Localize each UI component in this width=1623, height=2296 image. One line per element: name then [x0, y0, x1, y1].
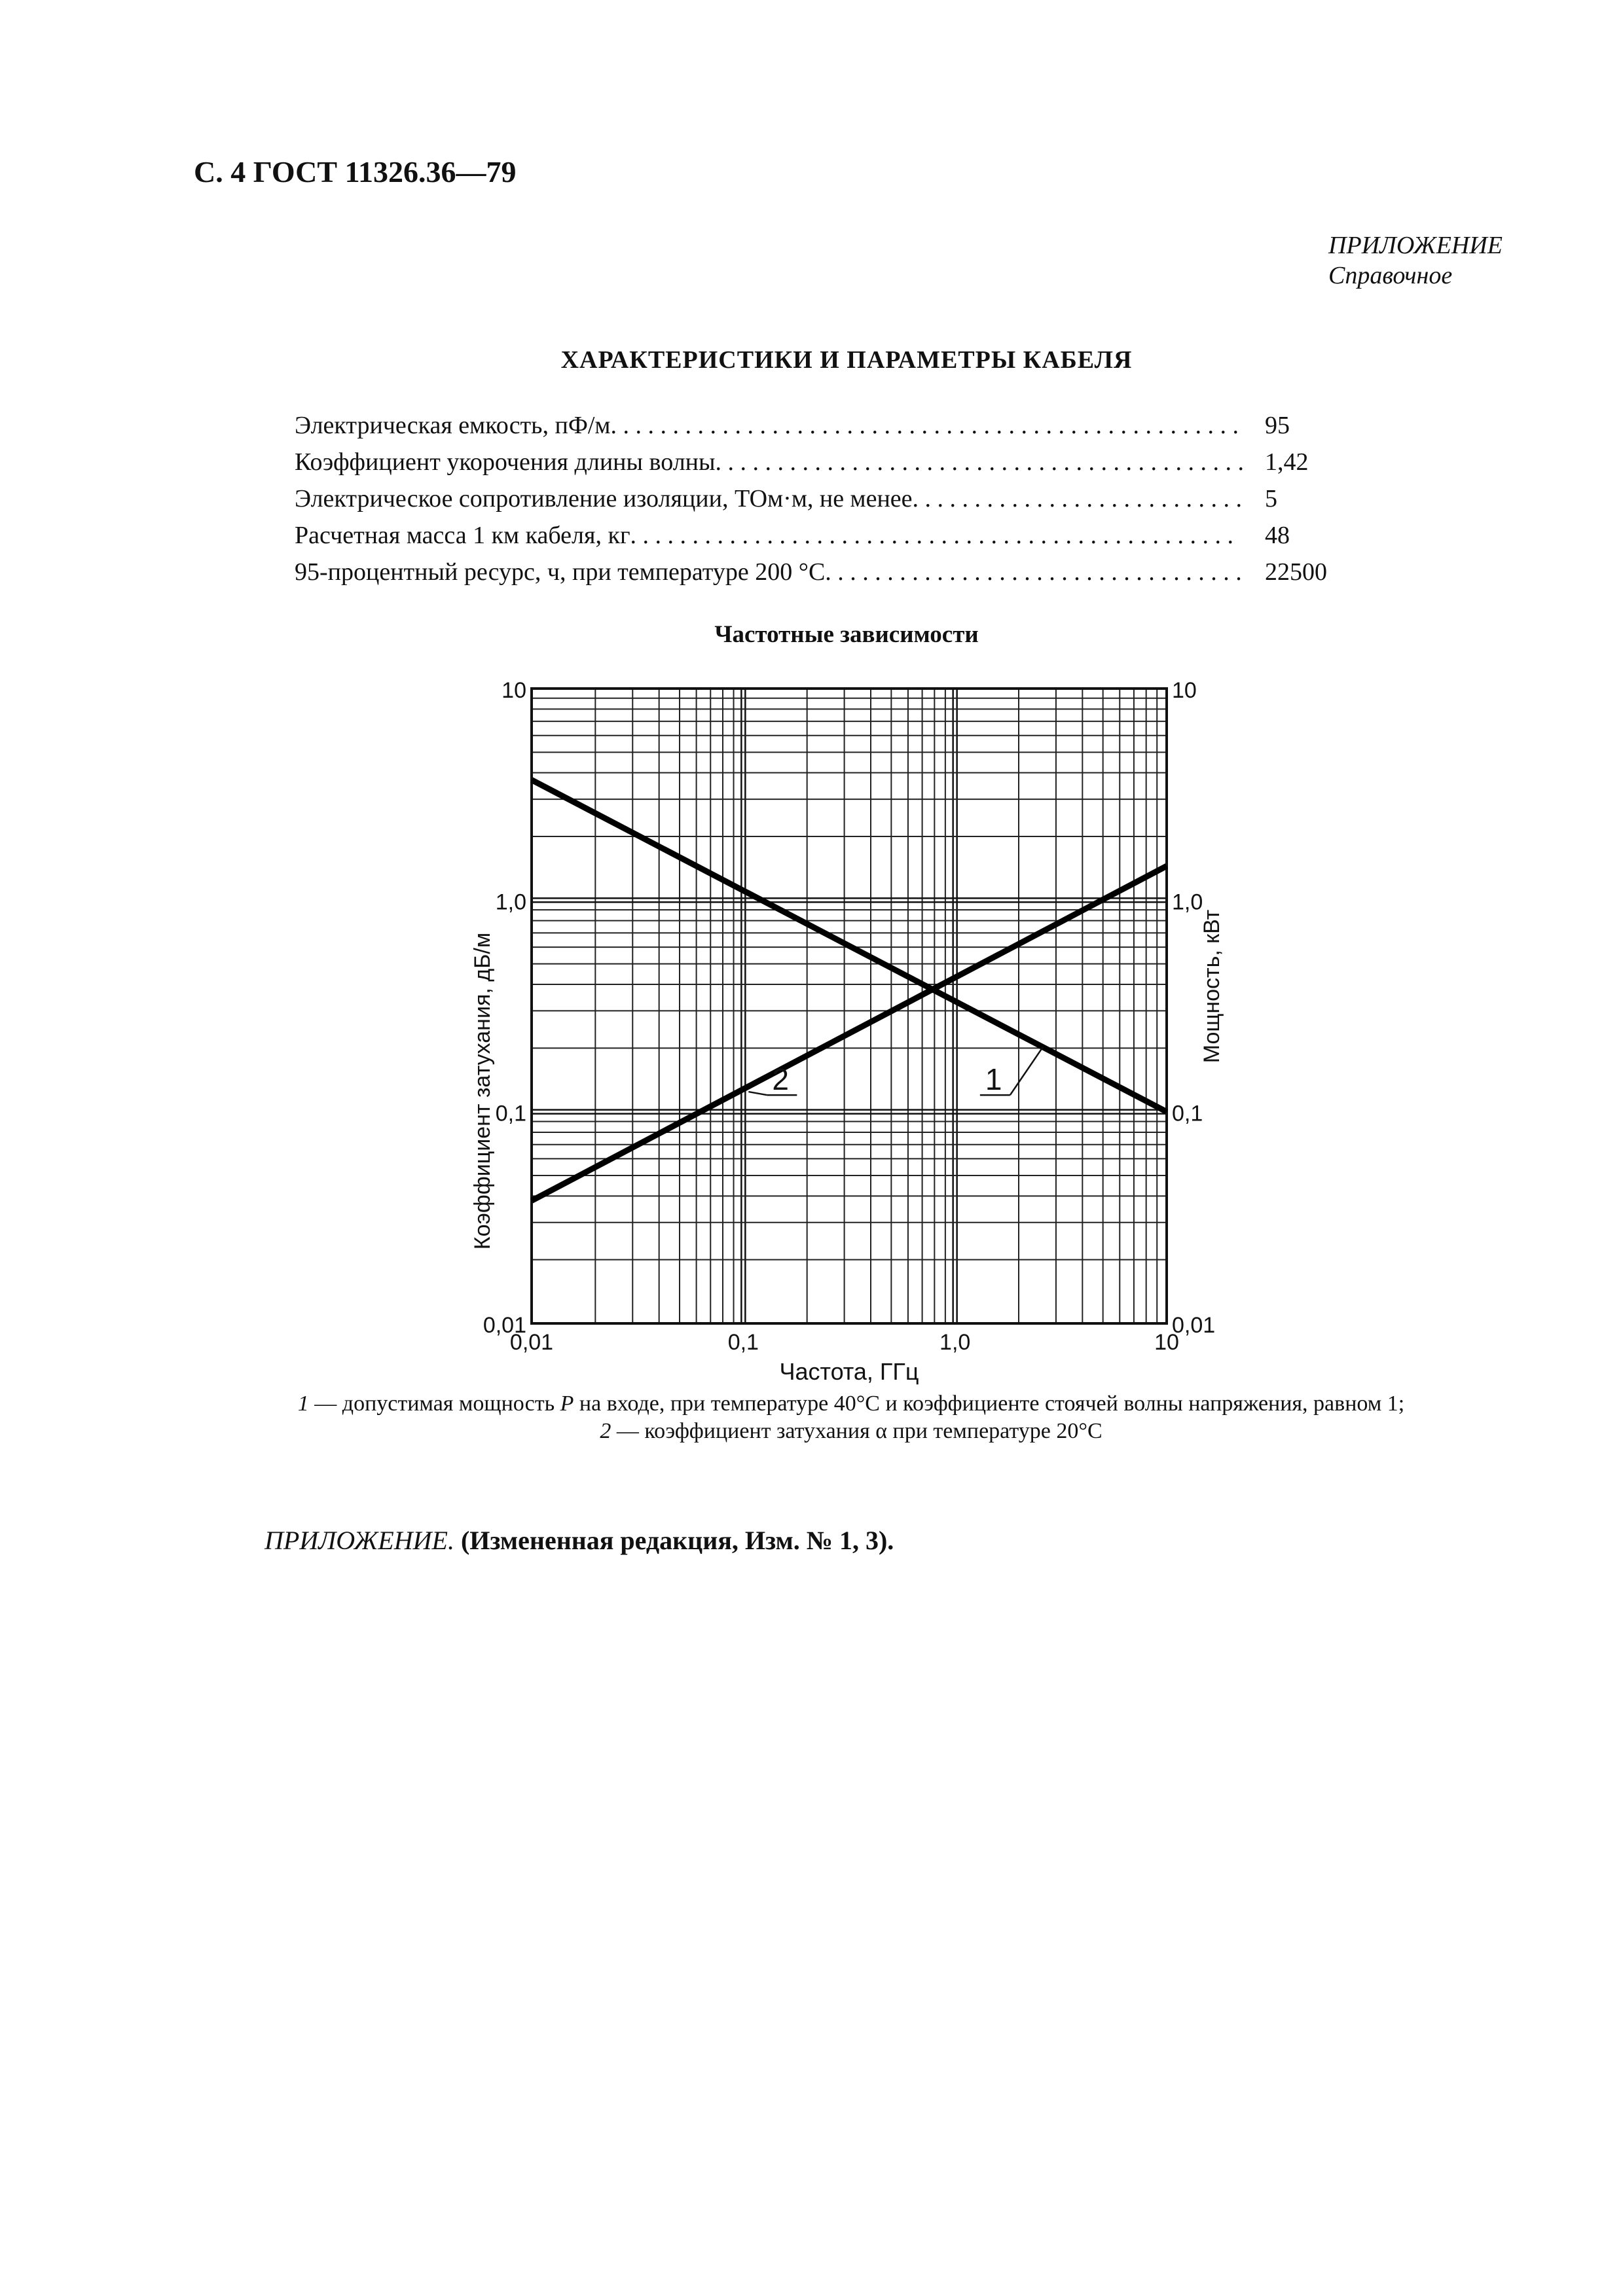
- leader-line-1: [1010, 1047, 1043, 1095]
- figure-caption: [295, 1390, 1408, 1445]
- caption-number-1: 1: [297, 1391, 309, 1416]
- y-tick-label-left: 10: [501, 678, 526, 703]
- leader-line-2: [748, 1092, 767, 1095]
- leader-dots: . . . . . . . . . . . . . . . . . . . . . . . . . . . . . . . . . .: [825, 558, 1242, 586]
- parameter-row: [295, 517, 1368, 554]
- parameter-label: 95-процентный ресурс, ч, при температуре 200 °С: [295, 558, 826, 586]
- leader-dots: . . . . . . . . . . . . . . . . . . . . . . . . . . . . . . . . . . . . . . . . . . . . . . . . . . .: [610, 412, 1239, 439]
- y-tick-label-left: 1,0: [495, 889, 526, 915]
- parameter-row: [295, 554, 1368, 590]
- y-axis-label-right: Мощность, кВт: [1199, 909, 1224, 1064]
- y-tick-label-left: 0,1: [495, 1101, 526, 1126]
- appendix-label: [1328, 230, 1503, 291]
- amendment-text: (Измененная редакция, Изм. № 1, 3).: [454, 1526, 894, 1555]
- x-tick-label: 10: [1154, 1330, 1179, 1355]
- parameter-list: [295, 407, 1368, 590]
- leader-dots: . . . . . . . . . . . . . . . . . . . . . . . . . . .: [912, 485, 1243, 512]
- x-tick-label: 1,0: [939, 1330, 971, 1355]
- parameter-row: [295, 407, 1368, 444]
- caption-text-3: — коэффициент затухания α при температуре 20°С: [611, 1419, 1103, 1443]
- leader-dots: . . . . . . . . . . . . . . . . . . . . . . . . . . . . . . . . . . . . . . . . . . .: [715, 448, 1245, 476]
- parameter-value: 1,42: [1265, 448, 1309, 476]
- series-label-1: 1: [985, 1062, 1002, 1097]
- appendix-subtitle: Справочное: [1328, 262, 1453, 289]
- caption-text-2: на входе, при температуре 40°С и коэффициенте стоячей волны напряжения, равном 1;: [574, 1391, 1405, 1416]
- y-tick-label-right: 1,0: [1172, 889, 1203, 915]
- parameter-label: Электрическое сопротивление изоляции, ТОм·м, не менее: [295, 485, 913, 512]
- page-header: С. 4 ГОСТ 11326.36—79: [194, 155, 517, 188]
- parameter-value: 22500: [1265, 558, 1327, 586]
- series-line-2: [532, 866, 1167, 1200]
- y-tick-label-right: 0,1: [1172, 1101, 1203, 1126]
- parameter-row: [295, 480, 1368, 517]
- caption-text-1: — допустимая мощность: [308, 1391, 560, 1416]
- parameter-row: [295, 444, 1368, 480]
- leader-dots: . . . . . . . . . . . . . . . . . . . . . . . . . . . . . . . . . . . . . . . . . . . . . . . . .: [630, 522, 1234, 549]
- y-axis-label-left: Коэффициент затухания, дБ/м: [470, 932, 495, 1250]
- parameter-value: 48: [1265, 522, 1290, 549]
- series-line-1: [532, 780, 1167, 1112]
- section-title: ХАРАКТЕРИСТИКИ И ПАРАМЕТРЫ КАБЕЛЯ: [560, 346, 1133, 374]
- x-tick-label: 0,1: [727, 1330, 759, 1355]
- chart-title: Частотные зависимости: [714, 621, 979, 648]
- parameter-value: 5: [1265, 485, 1277, 512]
- frequency-chart: [458, 661, 1244, 1388]
- parameter-label: Расчетная масса 1 км кабеля, кг: [295, 522, 630, 549]
- y-tick-label-right: 0,01: [1172, 1313, 1216, 1338]
- caption-symbol-p: P: [560, 1391, 574, 1416]
- x-axis-label: Частота, ГГц: [779, 1358, 919, 1385]
- plot-frame: [532, 689, 1167, 1323]
- parameter-label: Коэффициент укорочения длины волны: [295, 448, 716, 476]
- series-label-2: 2: [772, 1062, 789, 1097]
- y-tick-label-left: 0,01: [483, 1313, 526, 1338]
- y-tick-label-right: 10: [1172, 678, 1197, 703]
- x-tick-label: 0,01: [509, 1330, 554, 1355]
- amendment-note: [264, 1525, 894, 1556]
- parameter-value: 95: [1265, 412, 1290, 439]
- appendix-title: ПРИЛОЖЕНИЕ: [1328, 232, 1503, 259]
- parameter-label: Электрическая емкость, пФ/м: [295, 412, 611, 439]
- caption-number-2: 2: [600, 1419, 611, 1443]
- amendment-label: ПРИЛОЖЕНИЕ.: [264, 1526, 454, 1555]
